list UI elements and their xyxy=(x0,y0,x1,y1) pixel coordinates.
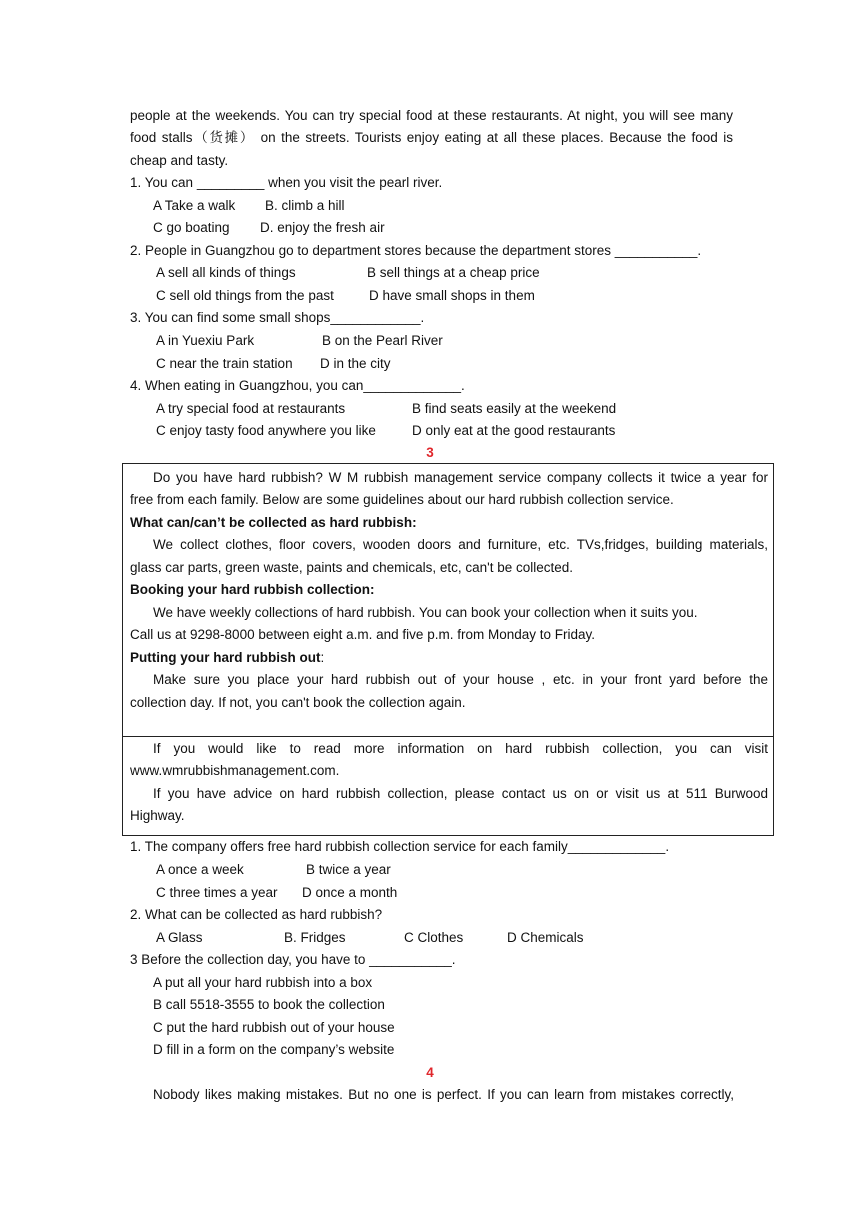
option-b: B find seats easily at the weekend xyxy=(412,401,617,416)
question-stem: 3 Before the collection day, you have to ___________. xyxy=(130,952,456,967)
heading-colon: : xyxy=(320,650,325,665)
section-number: 3 xyxy=(426,445,434,460)
option-c: C near the train station xyxy=(156,356,293,371)
option-a: A once a week xyxy=(156,862,244,877)
notice-heading: Putting your hard rubbish out xyxy=(130,650,321,665)
option-d: D in the city xyxy=(320,356,391,371)
notice-paragraph: We have weekly collections of hard rubbish. You can book your collection when it suits you. xyxy=(153,605,698,620)
option-c: C three times a year xyxy=(156,885,278,900)
website-link[interactable]: www.wmrubbishmanagement.com. xyxy=(130,763,340,778)
notice-heading: What can/can’t be collected as hard rubbish: xyxy=(130,515,417,530)
option-c: C put the hard rubbish out of your house xyxy=(153,1020,395,1035)
option-a: A try special food at restaurants xyxy=(156,401,346,416)
notice-paragraph: Make sure you place your hard rubbish out of your house , etc. in your front yard before the xyxy=(153,672,768,687)
option-c: C Clothes xyxy=(404,930,464,945)
option-d: D Chemicals xyxy=(507,930,584,945)
notice-heading-row xyxy=(130,648,324,668)
option-c: C sell old things from the past xyxy=(156,288,334,303)
option-a: A Glass xyxy=(156,930,203,945)
question-stem: 2. People in Guangzhou go to department stores because the department stores ___________. xyxy=(130,243,702,258)
option-c: C enjoy tasty food anywhere you like xyxy=(156,423,376,438)
passage-line: food stalls（货摊） on the streets. Tourists enjoy eating at all these places. Because the food is xyxy=(130,130,733,145)
notice-box xyxy=(122,463,774,737)
option-d: D once a month xyxy=(302,885,398,900)
option-a: A sell all kinds of things xyxy=(156,265,296,280)
option-b: B. Fridges xyxy=(284,930,346,945)
option-a: A in Yuexiu Park xyxy=(156,333,255,348)
section-number: 4 xyxy=(426,1065,434,1080)
question-stem: 1. The company offers free hard rubbish collection service for each family_____________. xyxy=(130,839,670,854)
option-a: A put all your hard rubbish into a box xyxy=(153,975,373,990)
option-b: B call 5518-3555 to book the collection xyxy=(153,997,385,1012)
notice-paragraph: collection day. If not, you can't book the collection again. xyxy=(130,695,466,710)
option-b: B sell things at a cheap price xyxy=(367,265,540,280)
option-c: C go boating xyxy=(153,220,230,235)
option-d: D only eat at the good restaurants xyxy=(412,423,616,438)
info-box xyxy=(122,736,774,836)
notice-intro: Do you have hard rubbish? W M rubbish management service company collects it twice a year for xyxy=(153,470,768,485)
question-stem: 4. When eating in Guangzhou, you can_____________. xyxy=(130,378,465,393)
notice-paragraph: Call us at 9298-8000 between eight a.m. and five p.m. from Monday to Friday. xyxy=(130,627,595,642)
passage-line: people at the weekends. You can try special food at these restaurants. At night, you will see many xyxy=(130,108,733,123)
passage-line: Nobody likes making mistakes. But no one is perfect. If you can learn from mistakes correctly, xyxy=(153,1087,734,1102)
option-b: B. climb a hill xyxy=(265,198,345,213)
option-d: D have small shops in them xyxy=(369,288,535,303)
notice-intro: free from each family. Below are some guidelines about our hard rubbish collection service. xyxy=(130,492,674,507)
question-stem: 2. What can be collected as hard rubbish? xyxy=(130,907,383,922)
option-a: A Take a walk xyxy=(153,198,236,213)
question-stem: 1. You can _________ when you visit the pearl river. xyxy=(130,175,443,190)
info-paragraph: If you have advice on hard rubbish collection, please contact us on or visit us at 511 Burwood xyxy=(153,786,768,801)
question-stem: 3. You can find some small shops____________. xyxy=(130,310,425,325)
option-d: D fill in a form on the company’s website xyxy=(153,1042,395,1057)
notice-paragraph: We collect clothes, floor covers, wooden doors and furniture, etc. TVs,fridges, building materials, xyxy=(153,537,768,552)
passage-line: cheap and tasty. xyxy=(130,153,229,168)
notice-paragraph: glass car parts, green waste, paints and chemicals, etc, can't be collected. xyxy=(130,560,574,575)
option-b: B on the Pearl River xyxy=(322,333,443,348)
option-b: B twice a year xyxy=(306,862,391,877)
notice-heading: Booking your hard rubbish collection: xyxy=(130,582,375,597)
option-d: D. enjoy the fresh air xyxy=(260,220,385,235)
info-paragraph: If you would like to read more information on hard rubbish collection, you can visit xyxy=(153,741,768,756)
info-paragraph: Highway. xyxy=(130,808,185,823)
